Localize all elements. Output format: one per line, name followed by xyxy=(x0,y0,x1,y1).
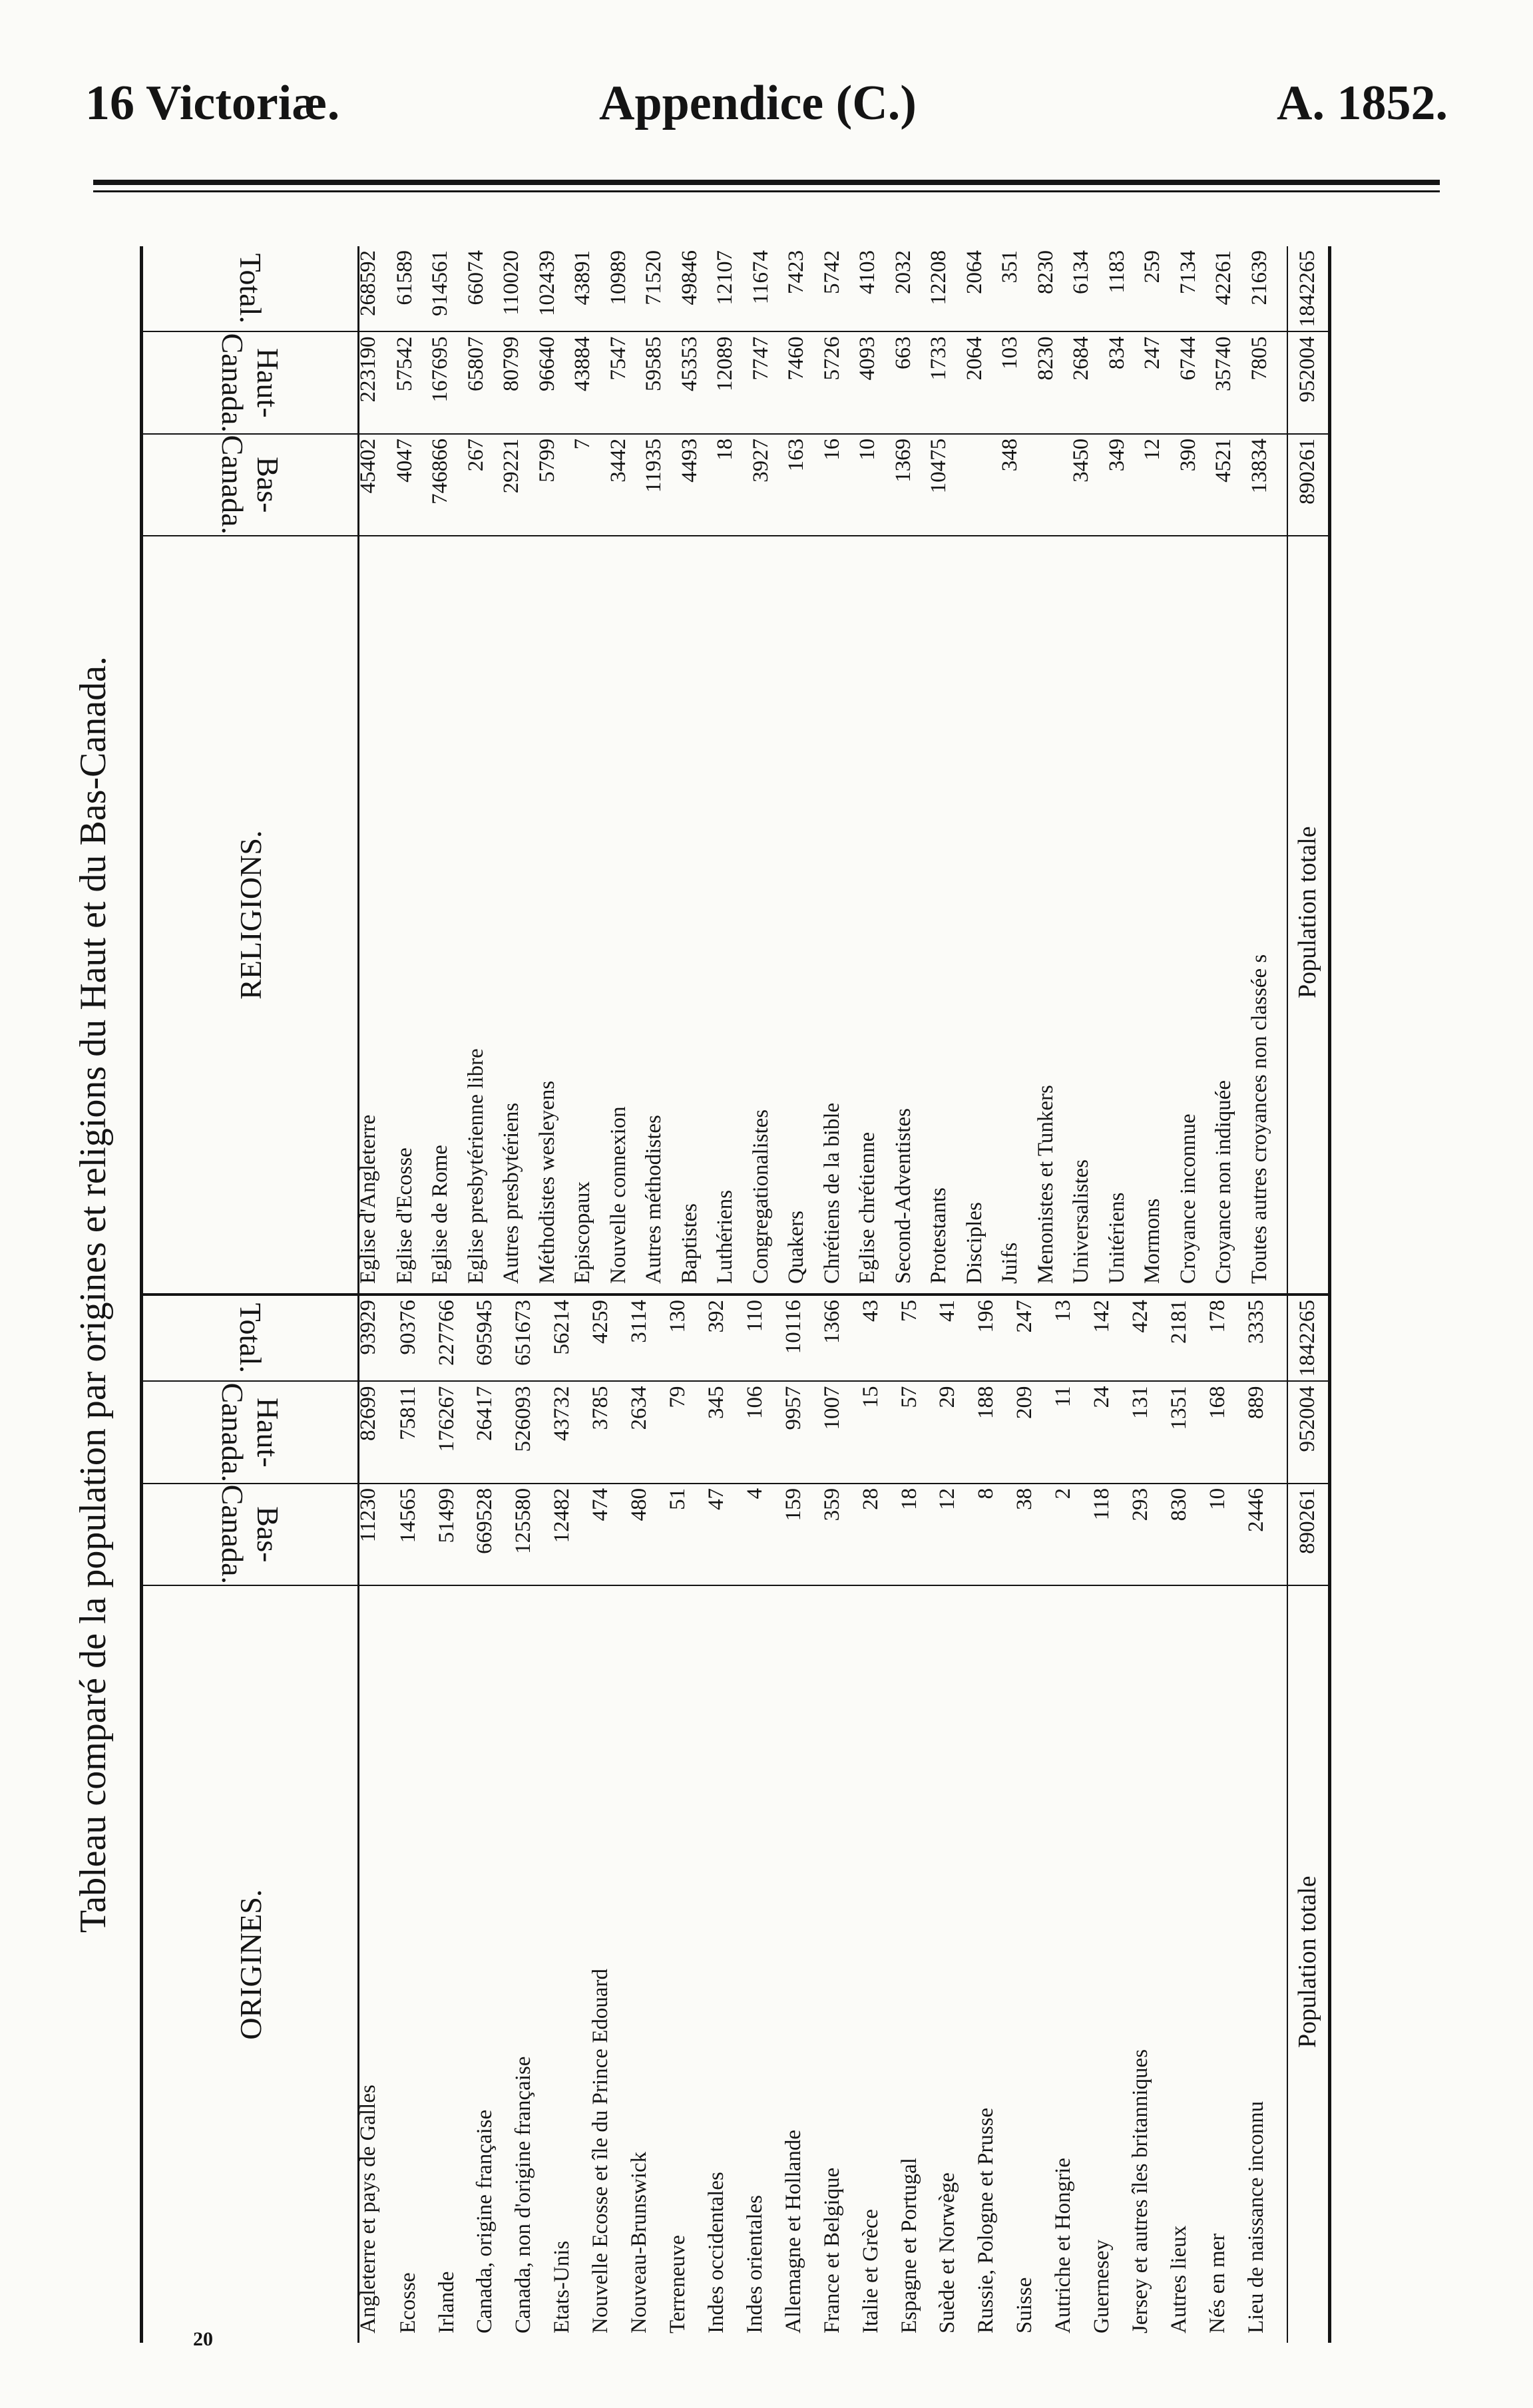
origins-cell-label: Angleterre et pays de Galles xyxy=(356,2085,380,2333)
origins-cell-haut: 1351 xyxy=(1170,1382,1209,1484)
religions-row xyxy=(823,246,859,1293)
religions-cell-haut: 80799 xyxy=(503,332,538,434)
origins-cell-total: 3335 xyxy=(1247,1296,1287,1382)
religions-cell-total: 8230 xyxy=(1037,246,1072,332)
religions-row xyxy=(645,246,680,1293)
origins-cell-haut: 526093 xyxy=(515,1382,553,1484)
religions-cell-total: 43891 xyxy=(574,246,609,332)
origins-row xyxy=(939,1296,977,2343)
origins-row xyxy=(669,1296,708,2343)
religions-cell-haut: 4093 xyxy=(859,332,894,434)
religions-cell-label: Protestants xyxy=(927,1187,951,1284)
religions-cell-bas: 29221 xyxy=(503,434,538,536)
origins-cell-bas: 51 xyxy=(669,1484,708,1585)
religions-cell-total: 2032 xyxy=(895,246,930,332)
origins-cell-label: Autres lieux xyxy=(1167,2225,1192,2333)
origins-cell-total: 3114 xyxy=(630,1296,669,1382)
religions-rows xyxy=(356,246,1288,1293)
religions-total-haut: 952004 xyxy=(1287,332,1328,434)
origins-col-haut xyxy=(143,1382,359,1484)
religions-cell-total: 351 xyxy=(1001,246,1036,332)
origins-cell-total: 130 xyxy=(669,1296,708,1382)
origins-cell-bas: 118 xyxy=(1093,1484,1132,1585)
header-volume: 16 Victoriæ. xyxy=(85,76,340,130)
religions-cell-label: Eglise d'Ecosse xyxy=(392,1147,417,1284)
religions-row xyxy=(359,246,396,1293)
origins-cell-label: Nés en mer xyxy=(1205,2233,1229,2333)
religions-cell-haut: 7547 xyxy=(610,332,645,434)
origins-row xyxy=(901,1296,939,2343)
religions-cell-label: Nouvelle connexion xyxy=(606,1106,630,1284)
religions-cell-label: Autres presbytériens xyxy=(499,1102,524,1284)
origins-cell-bas: 125580 xyxy=(515,1484,553,1585)
origins-cell-haut: 131 xyxy=(1132,1382,1170,1484)
origins-cell-label: Jersey et autres îles britanniques xyxy=(1128,2049,1153,2333)
religions-row xyxy=(859,246,894,1293)
religions-row xyxy=(1251,246,1287,1293)
religions-total-row xyxy=(1287,246,1328,1293)
religions-row xyxy=(1072,246,1108,1293)
religions-row xyxy=(610,246,645,1293)
religions-cell-label: Unitériens xyxy=(1104,1192,1129,1284)
religions-cell-bas: 4047 xyxy=(396,434,431,536)
origins-cell-bas: 12482 xyxy=(553,1484,592,1585)
religions-table xyxy=(143,246,1328,1293)
religions-cell-bas: 7 xyxy=(574,434,609,536)
religions-cell-haut: 7805 xyxy=(1251,332,1287,434)
religions-cell-bas: 10 xyxy=(859,434,894,536)
origins-cell-haut: 43732 xyxy=(553,1382,592,1484)
origins-cell-bas: 10 xyxy=(1209,1484,1247,1585)
religions-row xyxy=(574,246,609,1293)
origins-cell-label: Guernesey xyxy=(1090,2239,1114,2333)
origins-cell-total: 90376 xyxy=(399,1296,438,1382)
religions-cell-total: 4103 xyxy=(859,246,894,332)
religions-cell-bas: 3442 xyxy=(610,434,645,536)
origins-cell-haut: 176267 xyxy=(438,1382,477,1484)
origins-cell-total: 4259 xyxy=(592,1296,630,1382)
religions-cell-total: 42261 xyxy=(1215,246,1250,332)
religions-cell-bas: 12 xyxy=(1144,434,1179,536)
religions-row xyxy=(966,246,1001,1293)
origins-cell-total: 93929 xyxy=(359,1296,399,1382)
religions-total-bas: 890261 xyxy=(1287,434,1328,536)
origins-row xyxy=(1209,1296,1247,2343)
religions-cell-bas: 163 xyxy=(787,434,823,536)
religions-cell-haut: 2064 xyxy=(966,332,1001,434)
religions-cell-bas xyxy=(966,434,1001,536)
religions-row xyxy=(431,246,467,1293)
religions-cell-bas: 1369 xyxy=(895,434,930,536)
religions-cell-label: Baptistes xyxy=(677,1203,702,1284)
religions-col-bas xyxy=(143,434,359,536)
religions-cell-haut: 12089 xyxy=(716,332,752,434)
religions-row xyxy=(467,246,503,1293)
origins-cell-bas: 4 xyxy=(746,1484,785,1585)
religions-cell-total: 11674 xyxy=(752,246,787,332)
religions-cell-total: 1183 xyxy=(1108,246,1144,332)
origins-cell-total: 247 xyxy=(1016,1296,1054,1382)
religions-cell-bas: 4521 xyxy=(1215,434,1250,536)
religions-row xyxy=(1144,246,1179,1293)
origins-cell-bas: 8 xyxy=(977,1484,1016,1585)
religions-cell-label: Autres méthodistes xyxy=(642,1115,666,1284)
religions-cell-bas: 16 xyxy=(823,434,859,536)
religions-cell-bas: 267 xyxy=(467,434,503,536)
origins-row xyxy=(1247,1296,1287,2343)
header-year: A. 1852. xyxy=(1277,76,1448,130)
origins-cell-label: Allemagne et Hollande xyxy=(781,2129,805,2333)
origins-row xyxy=(592,1296,630,2343)
religions-cell-total: 2064 xyxy=(966,246,1001,332)
origins-row xyxy=(746,1296,785,2343)
religions-cell-total: 268592 xyxy=(359,246,396,332)
religions-cell-haut: 5726 xyxy=(823,332,859,434)
religions-total-total: 1842265 xyxy=(1287,246,1328,332)
origins-cell-label: Suède et Norwège xyxy=(935,2172,960,2333)
religions-cell-label: Episcopaux xyxy=(570,1181,595,1284)
religions-cell-bas: 348 xyxy=(1001,434,1036,536)
religions-cell-label: Croyance inconnue xyxy=(1176,1113,1200,1284)
origins-cell-label: Espagne et Portugal xyxy=(897,2158,921,2333)
header-appendix: Appendice (C.) xyxy=(599,76,917,130)
religions-cell-label: Juifs xyxy=(998,1242,1022,1284)
origins-cell-total: 2181 xyxy=(1170,1296,1209,1382)
religions-total-label: Population totale xyxy=(1287,536,1328,1293)
origins-cell-total: 75 xyxy=(901,1296,939,1382)
religions-cell-total: 5742 xyxy=(823,246,859,332)
origins-cell-bas: 47 xyxy=(708,1484,746,1585)
origins-cell-label: Indes occidentales xyxy=(704,2172,728,2333)
origins-cell-total: 651673 xyxy=(515,1296,553,1382)
origins-cell-total: 41 xyxy=(939,1296,977,1382)
religions-row xyxy=(396,246,431,1293)
origins-cell-haut: 75811 xyxy=(399,1382,438,1484)
religions-cell-label: Quakers xyxy=(784,1211,809,1284)
religions-cell-haut: 35740 xyxy=(1215,332,1250,434)
religions-row xyxy=(1180,246,1215,1293)
religions-cell-label: Toutes autres croyances non classée s xyxy=(1247,954,1271,1284)
origins-section xyxy=(143,1296,1328,2343)
origins-cell-total: 424 xyxy=(1132,1296,1170,1382)
origins-cell-haut: 26417 xyxy=(476,1382,515,1484)
religions-cell-total: 259 xyxy=(1144,246,1179,332)
origins-cell-total: 227766 xyxy=(438,1296,477,1382)
origins-cell-haut: 57 xyxy=(901,1382,939,1484)
religions-cell-haut: 7460 xyxy=(787,332,823,434)
origins-cell-total: 43 xyxy=(862,1296,901,1382)
religions-cell-haut: 223190 xyxy=(359,332,396,434)
origins-row xyxy=(399,1296,438,2343)
origins-cell-bas: 669528 xyxy=(476,1484,515,1585)
religions-cell-bas: 3450 xyxy=(1072,434,1108,536)
origins-total-label: Population totale xyxy=(1287,1585,1328,2343)
religions-cell-bas: 18 xyxy=(716,434,752,536)
religions-row xyxy=(895,246,930,1293)
religions-cell-total: 914561 xyxy=(431,246,467,332)
origins-row xyxy=(630,1296,669,2343)
religions-row xyxy=(787,246,823,1293)
origins-cell-bas: 2446 xyxy=(1247,1484,1287,1585)
origins-cell-total: 56214 xyxy=(553,1296,592,1382)
origins-heading: ORIGINES. xyxy=(143,1585,359,2343)
origins-total-haut: 952004 xyxy=(1287,1382,1328,1484)
origins-row xyxy=(1054,1296,1093,2343)
origins-cell-label: Terreneuve xyxy=(666,2235,690,2333)
religions-cell-label: Eglise presbytérienne libre xyxy=(463,1048,488,1284)
origins-col-haut-label: Haut-Canada. xyxy=(216,1382,285,1482)
origins-total-row xyxy=(1287,1296,1328,2343)
religions-cell-haut: 834 xyxy=(1108,332,1144,434)
religions-cell-haut: 663 xyxy=(895,332,930,434)
origins-cell-total: 1366 xyxy=(823,1296,862,1382)
origins-row xyxy=(438,1296,477,2343)
origins-row xyxy=(862,1296,901,2343)
origins-total-total: 1842265 xyxy=(1287,1296,1328,1382)
origins-row xyxy=(515,1296,553,2343)
origins-cell-haut: 2634 xyxy=(630,1382,669,1484)
religions-row xyxy=(1215,246,1250,1293)
origins-cell-total: 13 xyxy=(1054,1296,1093,1382)
origins-row xyxy=(1093,1296,1132,2343)
origins-row xyxy=(553,1296,592,2343)
religions-cell-haut: 59585 xyxy=(645,332,680,434)
origins-cell-haut: 3785 xyxy=(592,1382,630,1484)
religions-col-total xyxy=(143,246,359,332)
religions-col-haut xyxy=(143,332,359,434)
origins-row xyxy=(823,1296,862,2343)
religions-cell-haut: 65807 xyxy=(467,332,503,434)
religions-cell-haut: 43884 xyxy=(574,332,609,434)
religions-row xyxy=(716,246,752,1293)
origins-cell-label: Nouveau-Brunswick xyxy=(627,2151,652,2333)
religions-cell-label: Eglise chrétienne xyxy=(855,1131,880,1284)
origins-col-bas xyxy=(143,1484,359,1585)
religions-cell-bas: 13834 xyxy=(1251,434,1287,536)
religions-cell-haut: 8230 xyxy=(1037,332,1072,434)
religions-cell-total: 7134 xyxy=(1180,246,1215,332)
origins-cell-total: 392 xyxy=(708,1296,746,1382)
page-number: 20 xyxy=(193,2328,213,2350)
origins-cell-bas: 293 xyxy=(1132,1484,1170,1585)
religions-cell-label: Mormons xyxy=(1140,1198,1165,1284)
origins-cell-label: Irlande xyxy=(434,2271,459,2333)
origins-cell-label: Ecosse xyxy=(395,2272,420,2333)
religions-cell-total: 12208 xyxy=(930,246,965,332)
origins-cell-haut: 29 xyxy=(939,1382,977,1484)
origins-cell-bas: 480 xyxy=(630,1484,669,1585)
religions-row xyxy=(1108,246,1144,1293)
religions-cell-total: 21639 xyxy=(1251,246,1287,332)
origins-table xyxy=(143,1296,1328,2343)
religions-cell-haut: 1733 xyxy=(930,332,965,434)
religions-heading: RELIGIONS. xyxy=(143,536,359,1293)
religions-cell-total: 110020 xyxy=(503,246,538,332)
origins-cell-label: Italie et Grèce xyxy=(858,2209,883,2333)
religions-cell-bas: 349 xyxy=(1108,434,1144,536)
religions-cell-bas: 5799 xyxy=(539,434,574,536)
religions-cell-label: Luthériens xyxy=(713,1189,738,1284)
origins-row xyxy=(1170,1296,1209,2343)
origins-cell-bas: 12 xyxy=(939,1484,977,1585)
origins-cell-label: Indes orientales xyxy=(742,2194,767,2333)
comparison-tables xyxy=(140,246,1331,2343)
origins-cell-bas: 38 xyxy=(1016,1484,1054,1585)
origins-cell-haut: 11 xyxy=(1054,1382,1093,1484)
header-rule-thin xyxy=(93,190,1440,192)
origins-cell-bas: 18 xyxy=(901,1484,939,1585)
religions-row xyxy=(1037,246,1072,1293)
religions-cell-haut: 247 xyxy=(1144,332,1179,434)
religions-cell-total: 61589 xyxy=(396,246,431,332)
origins-cell-label: Autriche et Hongrie xyxy=(1051,2158,1076,2333)
origins-row xyxy=(785,1296,823,2343)
origins-cell-bas: 2 xyxy=(1054,1484,1093,1585)
origins-row xyxy=(977,1296,1016,2343)
religions-cell-bas: 45402 xyxy=(359,434,396,536)
origins-cell-haut: 188 xyxy=(977,1382,1016,1484)
origins-cell-bas: 11230 xyxy=(359,1484,399,1585)
origins-cell-bas: 14565 xyxy=(399,1484,438,1585)
religions-cell-haut: 167695 xyxy=(431,332,467,434)
header-rule-thick xyxy=(93,180,1440,185)
origins-cell-haut: 889 xyxy=(1247,1382,1287,1484)
religions-cell-haut: 2684 xyxy=(1072,332,1108,434)
origins-cell-total: 695945 xyxy=(476,1296,515,1382)
religions-cell-haut: 6744 xyxy=(1180,332,1215,434)
origins-cell-label: Russie, Pologne et Prusse xyxy=(974,2107,998,2333)
origins-cell-haut: 106 xyxy=(746,1382,785,1484)
origins-cell-total: 10116 xyxy=(785,1296,823,1382)
origins-cell-haut: 345 xyxy=(708,1382,746,1484)
origins-cell-label: France et Belgique xyxy=(819,2167,844,2333)
religions-cell-total: 6134 xyxy=(1072,246,1108,332)
origins-cell-label: Canada, origine française xyxy=(473,2109,497,2333)
religions-cell-haut: 57542 xyxy=(396,332,431,434)
origins-cell-haut: 9957 xyxy=(785,1382,823,1484)
religions-cell-bas: 11935 xyxy=(645,434,680,536)
religions-row xyxy=(681,246,716,1293)
origins-row xyxy=(359,1296,399,2343)
origins-cell-bas: 830 xyxy=(1170,1484,1209,1585)
origins-row xyxy=(476,1296,515,2343)
religions-cell-total: 10989 xyxy=(610,246,645,332)
religions-cell-label: Chrétiens de la bible xyxy=(819,1102,844,1284)
origins-col-bas-label: Bas-Canada. xyxy=(216,1484,285,1585)
religions-cell-label: Méthodistes wesleyens xyxy=(535,1080,559,1284)
origins-col-total xyxy=(143,1296,359,1382)
religions-cell-label: Universalistes xyxy=(1069,1159,1094,1284)
religions-section xyxy=(143,246,1328,1296)
religions-cell-total: 49846 xyxy=(681,246,716,332)
origins-cell-bas: 28 xyxy=(862,1484,901,1585)
table-title: Tableau comparé de la population par origines et religions du Haut et du Bas-Canada. xyxy=(73,656,114,1933)
origins-col-total-label: Total. xyxy=(233,1303,268,1374)
religions-cell-label: Croyance non indiquée xyxy=(1211,1080,1236,1284)
religions-cell-haut: 45353 xyxy=(681,332,716,434)
origins-cell-total: 110 xyxy=(746,1296,785,1382)
religions-cell-total: 71520 xyxy=(645,246,680,332)
origins-cell-bas: 159 xyxy=(785,1484,823,1585)
religions-col-total-label: Total. xyxy=(233,254,268,324)
religions-cell-label: Congregationalistes xyxy=(748,1109,773,1284)
origins-cell-haut: 168 xyxy=(1209,1382,1247,1484)
origins-cell-total: 196 xyxy=(977,1296,1016,1382)
origins-cell-bas: 359 xyxy=(823,1484,862,1585)
origins-cell-label: Suisse xyxy=(1012,2277,1037,2333)
origins-cell-total: 142 xyxy=(1093,1296,1132,1382)
origins-cell-haut: 24 xyxy=(1093,1382,1132,1484)
religions-cell-haut: 7747 xyxy=(752,332,787,434)
religions-cell-bas: 746866 xyxy=(431,434,467,536)
religions-cell-bas: 390 xyxy=(1180,434,1215,536)
origins-cell-bas: 474 xyxy=(592,1484,630,1585)
origins-cell-bas: 51499 xyxy=(438,1484,477,1585)
religions-cell-label: Second-Adventistes xyxy=(891,1108,915,1284)
religions-row xyxy=(1001,246,1036,1293)
religions-row xyxy=(503,246,538,1293)
religions-row xyxy=(752,246,787,1293)
religions-cell-haut: 96640 xyxy=(539,332,574,434)
origins-cell-label: Lieu de naissance inconnu xyxy=(1243,2101,1268,2333)
religions-cell-haut: 103 xyxy=(1001,332,1036,434)
religions-cell-total: 7423 xyxy=(787,246,823,332)
origins-cell-label: Canada, non d'origine française xyxy=(511,2056,536,2333)
religions-cell-label: Eglise d'Angleterre xyxy=(356,1114,380,1284)
religions-cell-total: 102439 xyxy=(539,246,574,332)
origins-row xyxy=(1016,1296,1054,2343)
religions-cell-bas: 10475 xyxy=(930,434,965,536)
religions-row xyxy=(539,246,574,1293)
religions-cell-bas: 3927 xyxy=(752,434,787,536)
origins-row xyxy=(1132,1296,1170,2343)
origins-cell-haut: 79 xyxy=(669,1382,708,1484)
origins-cell-haut: 209 xyxy=(1016,1382,1054,1484)
origins-cell-total: 178 xyxy=(1209,1296,1247,1382)
origins-rows xyxy=(356,1296,1288,2343)
religions-cell-total: 66074 xyxy=(467,246,503,332)
origins-cell-label: Nouvelle Ecosse et île du Prince Edouard xyxy=(588,1969,613,2333)
rotated-page-content xyxy=(67,246,1331,2343)
religions-cell-bas xyxy=(1037,434,1072,536)
origins-row xyxy=(708,1296,746,2343)
religions-cell-bas: 4493 xyxy=(681,434,716,536)
religions-col-haut-label: Haut-Canada. xyxy=(216,333,285,433)
religions-col-bas-label: Bas-Canada. xyxy=(216,435,285,535)
origins-cell-label: Etats-Unis xyxy=(550,2240,574,2333)
religions-cell-label: Disciples xyxy=(962,1202,986,1284)
origins-cell-haut: 82699 xyxy=(359,1382,399,1484)
religions-cell-label: Eglise de Rome xyxy=(428,1145,453,1284)
origins-total-bas: 890261 xyxy=(1287,1484,1328,1585)
origins-cell-haut: 1007 xyxy=(823,1382,862,1484)
religions-row xyxy=(930,246,965,1293)
religions-cell-total: 12107 xyxy=(716,246,752,332)
religions-cell-label: Menonistes et Tunkers xyxy=(1033,1085,1058,1284)
origins-cell-haut: 15 xyxy=(862,1382,901,1484)
